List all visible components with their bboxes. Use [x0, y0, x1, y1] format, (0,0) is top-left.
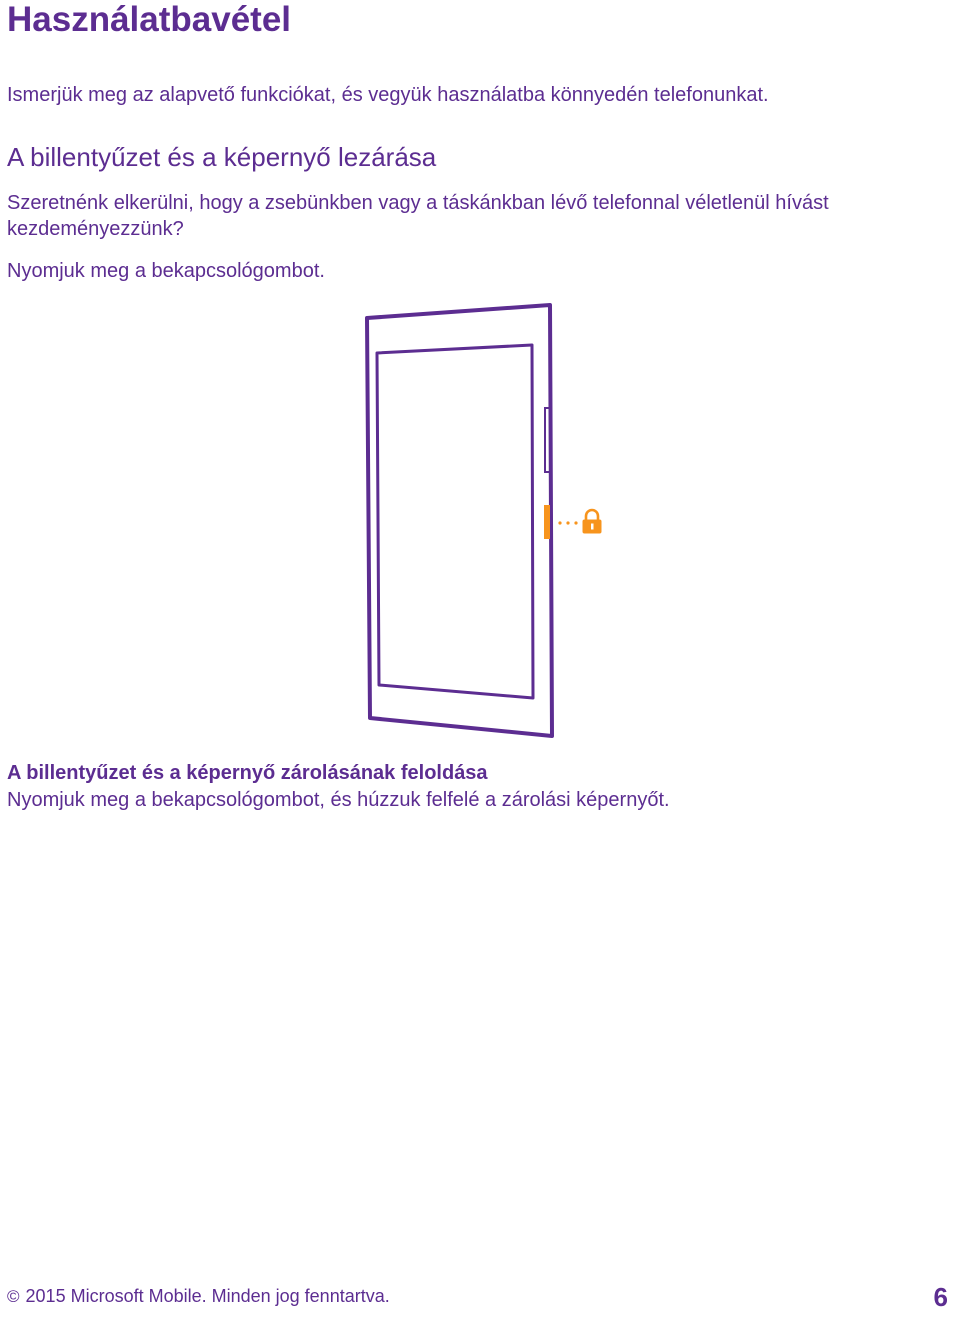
copyright-symbol: © [7, 1287, 20, 1306]
unlock-paragraph: Nyomjuk meg a bekapcsológombot, és húzzuk felfelé a zárolási képernyőt. [7, 789, 670, 811]
connector-dots [558, 521, 577, 524]
phone-body [367, 305, 552, 736]
section-heading-unlock: A billentyűzet és a képernyő zárolásának feloldása [7, 762, 488, 784]
page-number: 6 [933, 1282, 948, 1312]
intro-text: Ismerjük meg az alapvető funkciókat, és vegyük használatba könnyedén telefonunkat. [7, 84, 769, 106]
page-title: Használatbavétel [7, 0, 292, 39]
phone-screen [377, 345, 533, 698]
footer-copyright [7, 1286, 390, 1307]
lock-paragraph-1: Szeretnénk elkerülni, hogy a zsebünkben vagy a táskánkban lévő telefonnal véletlenül hívást kezdeményezzünk? [7, 192, 829, 240]
lock-paragraph-2: Nyomjuk meg a bekapcsológombot. [7, 260, 325, 282]
phone-illustration [360, 298, 620, 742]
volume-key [545, 408, 550, 472]
copyright-text: 2015 Microsoft Mobile. Minden jog fenntartva. [25, 1286, 390, 1306]
power-key [544, 505, 550, 539]
lock-icon [583, 510, 602, 534]
section-heading-lock: A billentyűzet és a képernyő lezárása [7, 142, 437, 172]
